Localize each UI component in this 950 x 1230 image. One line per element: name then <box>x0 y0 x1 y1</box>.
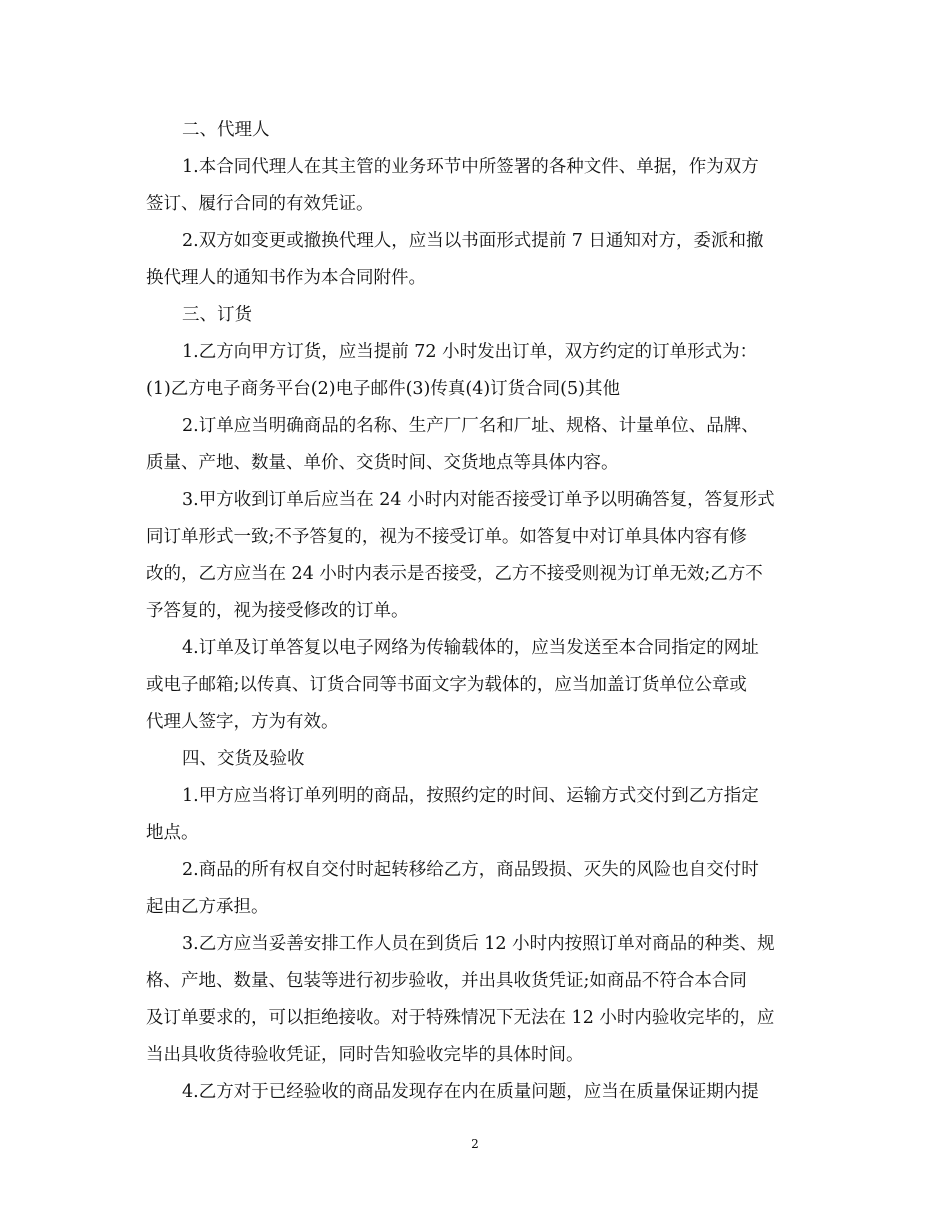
paragraph-line: 及订单要求的，可以拒绝接收。对于特殊情况下无法在 12 小时内验收完毕的，应 <box>146 1008 775 1028</box>
document-body <box>146 112 806 1111</box>
paragraph-line: 同订单形式一致;不予答复的，视为不接受订单。如答复中对订单具体内容有修 <box>146 527 747 547</box>
paragraph-line: 或电子邮箱;以传真、订货合同等书面文字为载体的，应当加盖订货单位公章或 <box>146 675 747 695</box>
paragraph-line: (1)乙方电子商务平台(2)电子邮件(3)传真(4)订货合同(5)其他 <box>146 379 620 399</box>
paragraph-line: 4.订单及订单答复以电子网络为传输载体的，应当发送至本合同指定的网址 <box>182 638 759 658</box>
paragraph-line: 地点。 <box>146 823 199 843</box>
paragraph-line: 签订、履行合同的有效凭证。 <box>146 194 374 214</box>
paragraph-line: 1.本合同代理人在其主管的业务环节中所签署的各种文件、单据，作为双方 <box>182 157 759 177</box>
paragraph-line: 当出具收货待验收凭证，同时告知验收完毕的具体时间。 <box>146 1045 584 1065</box>
section-heading-ordering: 三、订货 <box>182 305 252 325</box>
paragraph-line: 1.甲方应当将订单列明的商品，按照约定的时间、运输方式交付到乙方指定 <box>182 786 759 806</box>
page-number: 2 <box>471 1137 479 1151</box>
paragraph-line: 2.双方如变更或撤换代理人，应当以书面形式提前 7 日通知对方，委派和撤 <box>182 231 764 251</box>
paragraph-line: 改的，乙方应当在 24 小时内表示是否接受，乙方不接受则视为订单无效;乙方不 <box>146 564 763 584</box>
paragraph-line: 质量、产地、数量、单价、交货时间、交货地点等具体内容。 <box>146 453 619 473</box>
paragraph-line: 2.商品的所有权自交付时起转移给乙方，商品毁损、灭失的风险也自交付时 <box>182 860 759 880</box>
paragraph-line: 4.乙方对于已经验收的商品发现存在内在质量问题，应当在质量保证期内提 <box>182 1082 759 1102</box>
paragraph-line: 3.甲方收到订单后应当在 24 小时内对能否接受订单予以明确答复，答复形式 <box>182 490 775 510</box>
paragraph-line: 1.乙方向甲方订货，应当提前 72 小时发出订单，双方约定的订单形式为： <box>182 342 758 362</box>
paragraph-line: 予答复的，视为接受修改的订单。 <box>146 601 409 621</box>
paragraph-line: 3.乙方应当妥善安排工作人员在到货后 12 小时内按照订单对商品的种类、规 <box>182 934 775 954</box>
section-heading-agent: 二、代理人 <box>182 120 270 140</box>
section-heading-delivery: 四、交货及验收 <box>182 749 305 769</box>
paragraph-line: 换代理人的通知书作为本合同附件。 <box>146 268 426 288</box>
paragraph-line: 2.订单应当明确商品的名称、生产厂厂名和厂址、规格、计量单位、品牌、 <box>182 416 759 436</box>
paragraph-line: 格、产地、数量、包装等进行初步验收，并出具收货凭证;如商品不符合本合同 <box>146 971 747 991</box>
paragraph-line: 起由乙方承担。 <box>146 897 269 917</box>
paragraph-line: 代理人签字，方为有效。 <box>146 712 339 732</box>
